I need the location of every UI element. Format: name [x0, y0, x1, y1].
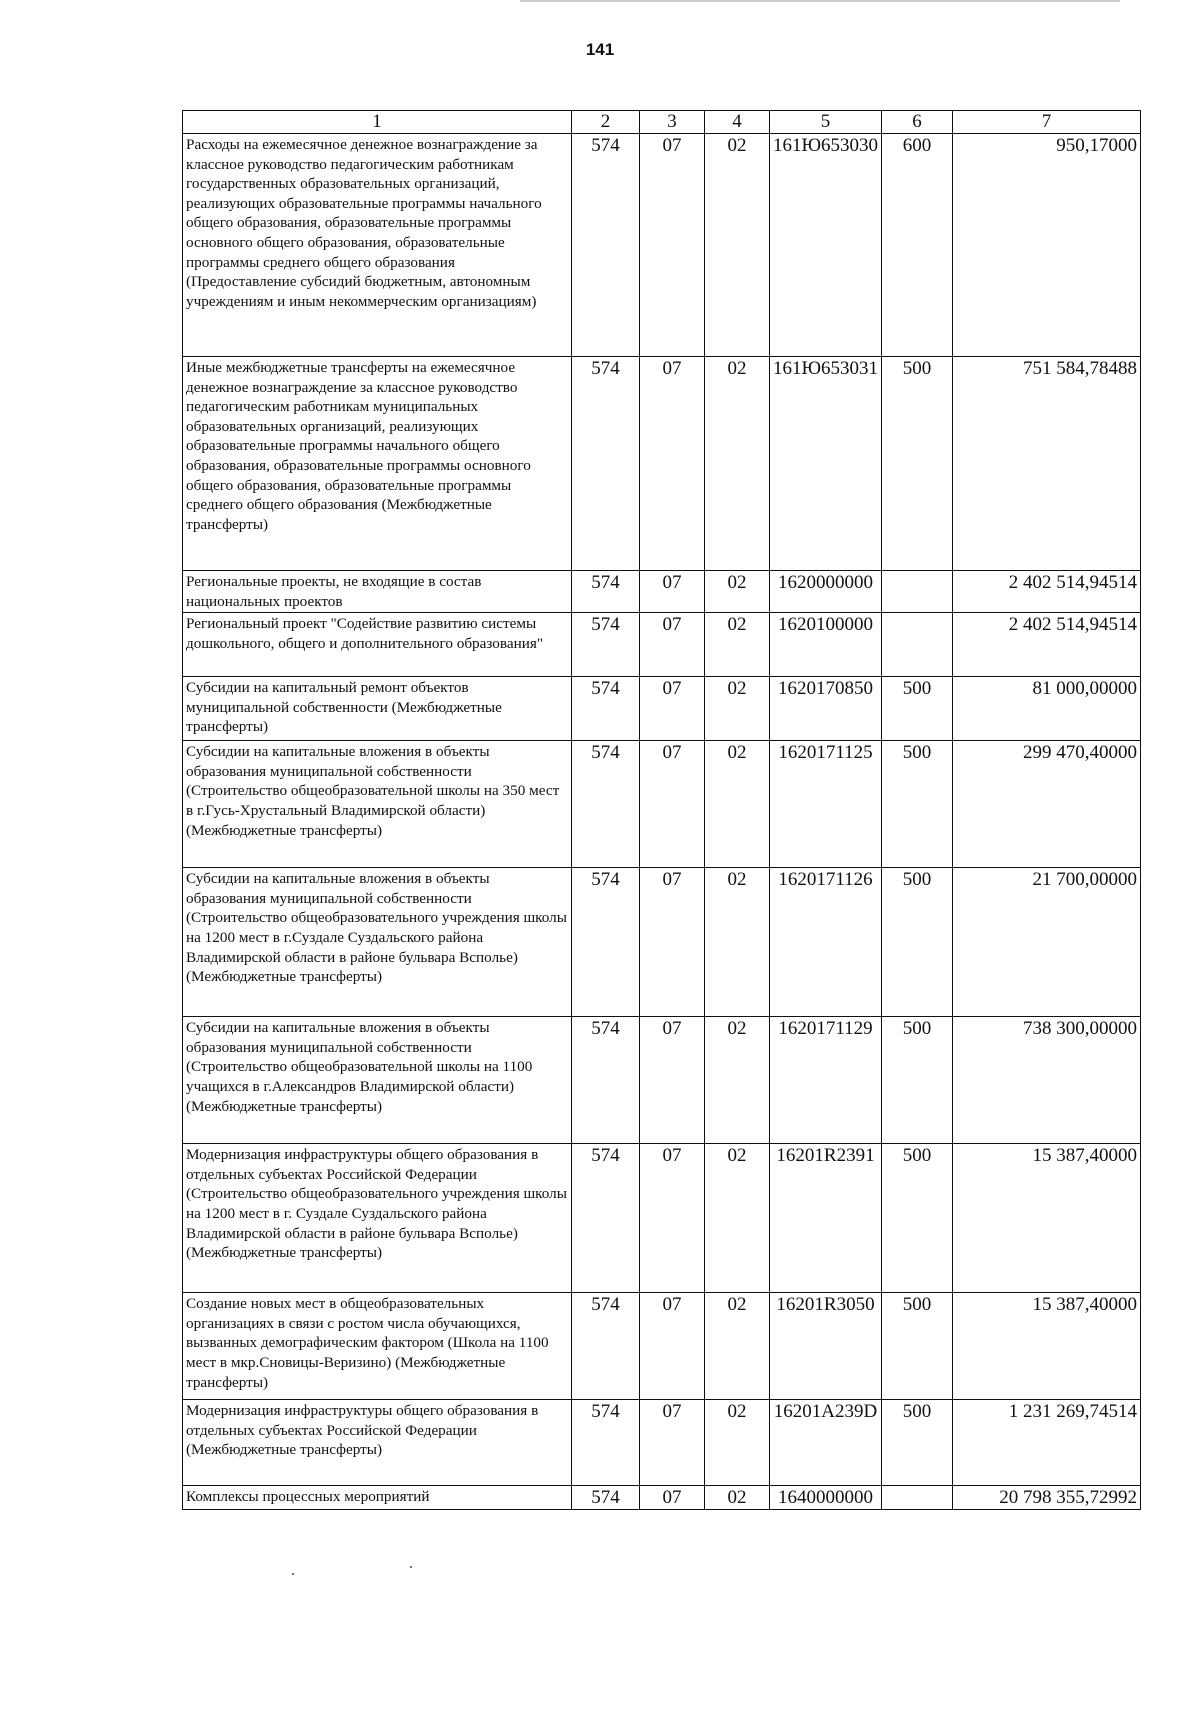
row-ministry-code: 574 — [572, 571, 640, 613]
row-section-code: 07 — [640, 677, 705, 741]
row-target-article-code: 1620000000 — [770, 571, 882, 613]
row-amount: 20 798 355,72992 — [953, 1486, 1141, 1510]
row-subsection-code: 02 — [705, 1144, 770, 1293]
header-cell-6: 6 — [882, 111, 953, 134]
row-ministry-code: 574 — [572, 677, 640, 741]
header-cell-1: 1 — [183, 111, 572, 134]
table-row — [183, 1486, 1141, 1510]
table-row — [183, 1293, 1141, 1400]
page-number: 141 — [585, 40, 615, 59]
row-expense-type-code: 500 — [882, 1017, 953, 1144]
table-row — [183, 357, 1141, 571]
row-subsection-code: 02 — [705, 357, 770, 571]
row-subsection-code: 02 — [705, 677, 770, 741]
row-ministry-code: 574 — [572, 613, 640, 677]
table-row — [183, 1400, 1141, 1486]
row-expense-type-code: 500 — [882, 677, 953, 741]
row-ministry-code: 574 — [572, 1293, 640, 1400]
row-amount: 21 700,00000 — [953, 868, 1141, 1017]
row-subsection-code: 02 — [705, 134, 770, 357]
row-section-code: 07 — [640, 741, 705, 868]
row-description: Создание новых мест в общеобразовательных организациях в связи с ростом числа обучающихся, вызванных демографическим фактором (Школа на 1100 мест в мкр.Сновицы-Веризино) (Межбюджетные трансферты) — [183, 1293, 572, 1400]
row-amount: 2 402 514,94514 — [953, 613, 1141, 677]
row-description: Субсидии на капитальный ремонт объектов муниципальной собственности (Межбюджетные трансферты) — [183, 677, 572, 741]
row-section-code: 07 — [640, 613, 705, 677]
row-description: Иные межбюджетные трансферты на ежемесячное денежное вознаграждение за классное руководство педагогическим работникам муниципальных образовательных организаций, реализующих образовательные программы начального общего образования, образовательные программы основного общего образования, образовательные программы среднего общего образования (Межбюджетные трансферты) — [183, 357, 572, 571]
row-target-article-code: 1640000000 — [770, 1486, 882, 1510]
row-section-code: 07 — [640, 571, 705, 613]
row-section-code: 07 — [640, 1144, 705, 1293]
row-section-code: 07 — [640, 1400, 705, 1486]
table-row — [183, 571, 1141, 613]
header-cell-3: 3 — [640, 111, 705, 134]
row-subsection-code: 02 — [705, 1017, 770, 1144]
row-description: Модернизация инфраструктуры общего образования в отдельных субъектах Российской Федерации (Строительство общеобразовательного учреждения школы на 1200 мест в г. Суздале Суздальского района Владимирской области в районе бульвара Всполье) (Межбюджетные трансферты) — [183, 1144, 572, 1293]
table-row — [183, 741, 1141, 868]
row-target-article-code: 16201R2391 — [770, 1144, 882, 1293]
row-expense-type-code — [882, 613, 953, 677]
row-expense-type-code — [882, 1486, 953, 1510]
row-amount: 751 584,78488 — [953, 357, 1141, 571]
header-cell-4: 4 — [705, 111, 770, 134]
row-amount: 1 231 269,74514 — [953, 1400, 1141, 1486]
row-subsection-code: 02 — [705, 741, 770, 868]
row-description: Субсидии на капитальные вложения в объекты образования муниципальной собственности (Строительство общеобразовательного учреждения школы на 1200 мест в г.Суздале Суздальского района Владимирской области в районе бульвара Всполье) (Межбюджетные трансферты) — [183, 868, 572, 1017]
row-target-article-code: 1620171129 — [770, 1017, 882, 1144]
row-description: Модернизация инфраструктуры общего образования в отдельных субъектах Российской Федерации (Межбюджетные трансферты) — [183, 1400, 572, 1486]
row-description: Комплексы процессных мероприятий — [183, 1486, 572, 1510]
row-section-code: 07 — [640, 1017, 705, 1144]
row-ministry-code: 574 — [572, 1017, 640, 1144]
row-expense-type-code: 500 — [882, 868, 953, 1017]
row-expense-type-code: 500 — [882, 1293, 953, 1400]
row-ministry-code: 574 — [572, 1486, 640, 1510]
row-subsection-code: 02 — [705, 1486, 770, 1510]
row-target-article-code: 16201A239D — [770, 1400, 882, 1486]
row-target-article-code: 1620171126 — [770, 868, 882, 1017]
table-row — [183, 868, 1141, 1017]
row-amount: 2 402 514,94514 — [953, 571, 1141, 613]
row-expense-type-code: 500 — [882, 357, 953, 571]
table-row — [183, 613, 1141, 677]
row-subsection-code: 02 — [705, 1400, 770, 1486]
row-ministry-code: 574 — [572, 1144, 640, 1293]
row-subsection-code: 02 — [705, 613, 770, 677]
scan-top-edge — [520, 0, 1120, 2]
row-ministry-code: 574 — [572, 357, 640, 571]
scan-speck — [292, 1573, 294, 1575]
row-description: Региональный проект "Содействие развитию системы дошкольного, общего и дополнительного образования" — [183, 613, 572, 677]
row-description: Субсидии на капитальные вложения в объекты образования муниципальной собственности (Строительство общеобразовательной школы на 1100 учащихся в г.Александров Владимирской области) (Межбюджетные трансферты) — [183, 1017, 572, 1144]
table-row — [183, 677, 1141, 741]
budget-table — [182, 110, 1141, 1510]
header-cell-5: 5 — [770, 111, 882, 134]
row-amount: 15 387,40000 — [953, 1293, 1141, 1400]
row-expense-type-code: 500 — [882, 1144, 953, 1293]
table-row — [183, 1017, 1141, 1144]
row-ministry-code: 574 — [572, 741, 640, 868]
row-ministry-code: 574 — [572, 134, 640, 357]
row-expense-type-code — [882, 571, 953, 613]
row-amount: 950,17000 — [953, 134, 1141, 357]
table-row — [183, 134, 1141, 357]
row-expense-type-code: 500 — [882, 741, 953, 868]
row-section-code: 07 — [640, 1486, 705, 1510]
row-ministry-code: 574 — [572, 868, 640, 1017]
header-cell-7: 7 — [953, 111, 1141, 134]
row-amount: 15 387,40000 — [953, 1144, 1141, 1293]
row-target-article-code: 1620171125 — [770, 741, 882, 868]
row-description: Расходы на ежемесячное денежное вознаграждение за классное руководство педагогическим работникам государственных образовательных организаций, реализующих образовательные программы начального общего образования, образовательные программы основного общего образования, образовательные программы среднего общего образования (Предоставление субсидий бюджетным, автономным учреждениям и иным некоммерческим организациям) — [183, 134, 572, 357]
row-amount: 738 300,00000 — [953, 1017, 1141, 1144]
row-section-code: 07 — [640, 868, 705, 1017]
row-target-article-code: 1620100000 — [770, 613, 882, 677]
row-expense-type-code: 500 — [882, 1400, 953, 1486]
row-section-code: 07 — [640, 134, 705, 357]
row-subsection-code: 02 — [705, 571, 770, 613]
row-section-code: 07 — [640, 357, 705, 571]
header-row — [183, 111, 1141, 134]
row-target-article-code: 16201R3050 — [770, 1293, 882, 1400]
row-expense-type-code: 600 — [882, 134, 953, 357]
row-amount: 81 000,00000 — [953, 677, 1141, 741]
row-ministry-code: 574 — [572, 1400, 640, 1486]
row-description: Субсидии на капитальные вложения в объекты образования муниципальной собственности (Строительство общеобразовательной школы на 350 мест в г.Гусь-Хрустальный Владимирской области) (Межбюджетные трансферты) — [183, 741, 572, 868]
row-target-article-code: 1620170850 — [770, 677, 882, 741]
row-subsection-code: 02 — [705, 868, 770, 1017]
row-description: Региональные проекты, не входящие в состав национальных проектов — [183, 571, 572, 613]
header-cell-2: 2 — [572, 111, 640, 134]
table-row — [183, 1144, 1141, 1293]
row-subsection-code: 02 — [705, 1293, 770, 1400]
row-target-article-code: 161Ю653030 — [770, 134, 882, 357]
scan-speck — [410, 1566, 412, 1568]
row-section-code: 07 — [640, 1293, 705, 1400]
row-amount: 299 470,40000 — [953, 741, 1141, 868]
row-target-article-code: 161Ю653031 — [770, 357, 882, 571]
